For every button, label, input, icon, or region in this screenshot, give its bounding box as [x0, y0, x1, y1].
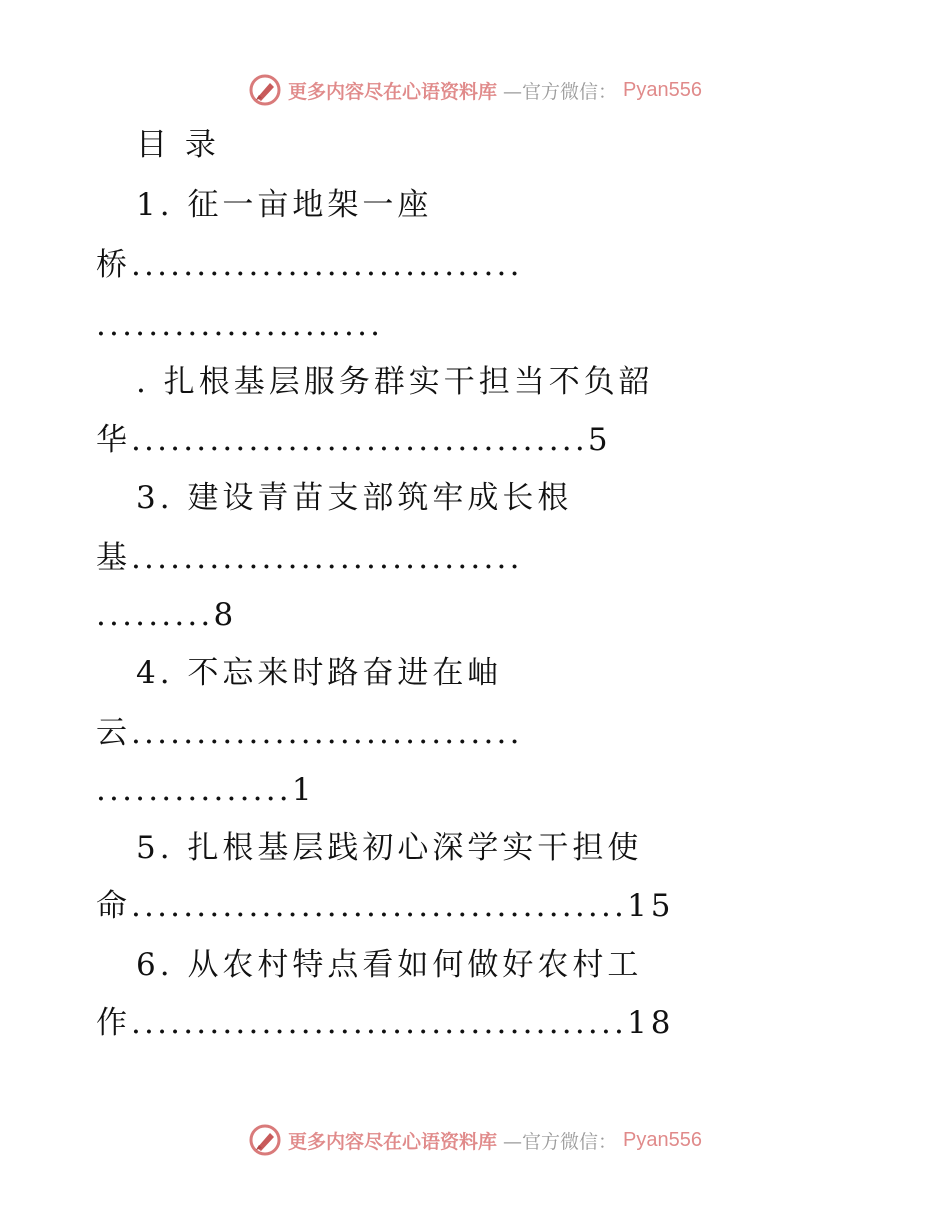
toc-entry-number: 1. — [136, 187, 174, 223]
toc-page-number: 15 — [627, 888, 675, 924]
toc-entry-4-leader-2[interactable] — [96, 770, 316, 810]
toc-entry-1-leader-2[interactable] — [96, 305, 383, 345]
toc-entry-title: 征一亩地架一座 — [187, 187, 433, 223]
pen-logo-icon — [248, 73, 282, 107]
toc-entry-4-leader[interactable] — [96, 713, 523, 753]
toc-entry-number: 5. — [136, 830, 174, 866]
toc-entry-title: 建设青苗支部筑牢成长根 — [187, 480, 573, 516]
toc-entry-number: . — [136, 364, 150, 400]
watermark-text: 更多内容尽在心语资料库 — [288, 80, 498, 103]
watermark-wechat-id: Pyan556 — [623, 78, 702, 101]
header-watermark — [0, 70, 950, 110]
toc-title: 目 录 — [136, 127, 220, 163]
toc-entry-continued: 桥 — [96, 247, 131, 283]
toc-entry-1-heading[interactable] — [136, 185, 432, 225]
toc-leader-dots: ............... — [96, 772, 292, 808]
toc-entry-title: 扎根基层服务群实干担当不负韶 — [163, 364, 654, 400]
toc-entry-continued: 命 — [96, 888, 131, 924]
toc-leader-dots: ...................... — [96, 307, 384, 343]
toc-entry-6-leader[interactable] — [96, 1003, 675, 1043]
watermark-wechat-id: Pyan556 — [623, 1128, 702, 1151]
toc-entry-6-heading[interactable] — [136, 945, 642, 985]
toc-page-number: 8 — [213, 597, 238, 633]
toc-entry-5-heading[interactable] — [136, 828, 642, 868]
watermark-separator: —官方微信： — [503, 80, 618, 103]
toc-leader-dots: ................................... — [131, 422, 588, 458]
watermark-group — [248, 73, 702, 107]
toc-leader-dots: .............................. — [131, 247, 523, 283]
toc-entry-1-leader[interactable] — [96, 245, 523, 285]
toc-entry-3-leader[interactable] — [96, 538, 523, 578]
toc-leader-dots: .............................. — [131, 715, 523, 751]
toc-entry-4-heading[interactable] — [136, 653, 502, 693]
watermark-separator: —官方微信： — [503, 1130, 618, 1153]
toc-entry-continued: 云 — [96, 715, 131, 751]
toc-leader-dots: ......... — [96, 597, 214, 633]
toc-entry-number: 4. — [136, 655, 174, 691]
toc-entry-5-leader[interactable] — [96, 886, 675, 926]
toc-leader-dots: ...................................... — [131, 888, 628, 924]
toc-page-number: 18 — [627, 1005, 675, 1041]
toc-entry-continued: 基 — [96, 540, 131, 576]
toc-entry-number: 6. — [136, 947, 174, 983]
toc-page-number: 5 — [587, 422, 612, 458]
toc-entry-2-heading[interactable] — [136, 362, 654, 402]
toc-entry-2-leader[interactable] — [96, 420, 612, 460]
toc-entry-title: 不忘来时路奋进在岫 — [187, 655, 503, 691]
toc-entry-continued: 作 — [96, 1005, 131, 1041]
toc-entry-3-leader-2[interactable] — [96, 595, 237, 635]
pen-logo-icon — [248, 1123, 282, 1157]
toc-leader-dots: ...................................... — [131, 1005, 628, 1041]
toc-entry-title: 扎根基层践初心深学实干担使 — [187, 830, 643, 866]
toc-entry-number: 3. — [136, 480, 174, 516]
toc-entry-title: 从农村特点看如何做好农村工 — [187, 947, 643, 983]
toc-leader-dots: .............................. — [131, 540, 523, 576]
toc-entry-continued: 华 — [96, 422, 131, 458]
watermark-text: 更多内容尽在心语资料库 — [288, 1130, 498, 1153]
footer-watermark — [0, 1120, 950, 1160]
toc-page-number: 1 — [291, 772, 316, 808]
watermark-group — [248, 1123, 702, 1157]
toc-entry-3-heading[interactable] — [136, 478, 572, 518]
